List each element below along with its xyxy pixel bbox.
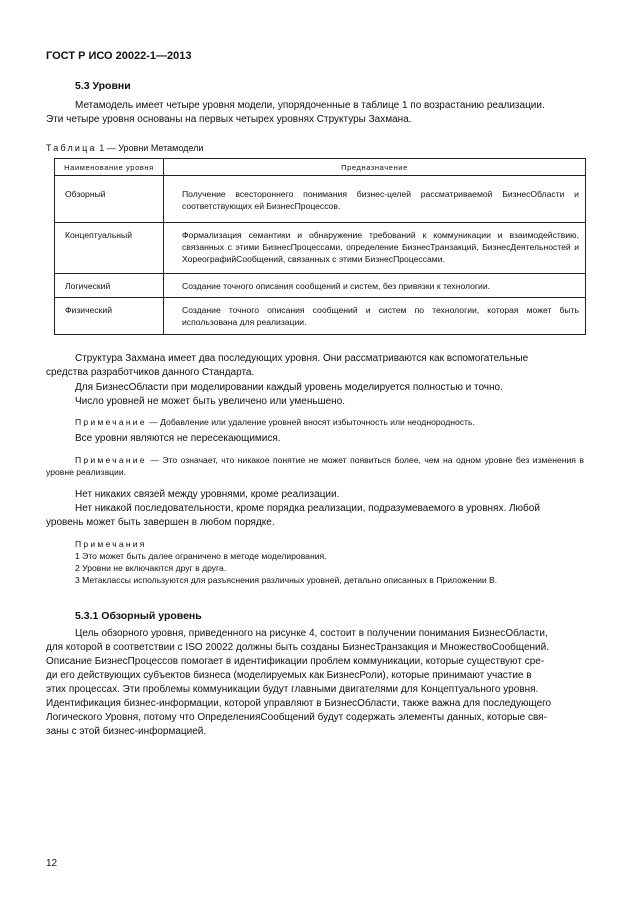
levels-table — [54, 158, 586, 335]
level-purpose-cell: Формализация семантики и обнаружение требований к коммуникации и взаимодействию, связанных с этими БизнесПроцессами, определение БизнесТранзакций, БизнесДеятельностей и ХореографийСообщений, связанных с этими БизнесПроцессами. — [164, 223, 586, 274]
level-purpose-cell: Создание точного описания сообщений и систем по технологии, которая может быть использована для реализации. — [164, 298, 586, 335]
table-caption-text: 1 — Уровни Метамодели — [96, 143, 204, 153]
table-caption-label: Таблица — [46, 143, 97, 153]
paragraph-line: ди его действующих субъектов бизнеса (моделируемых как БизнесРоли), которые принимают участие в — [46, 670, 532, 681]
table-header-row — [55, 159, 586, 176]
paragraph-levels-count — [46, 395, 584, 409]
level-name-cell: Физический — [55, 298, 164, 335]
paragraph-line: заны с этой бизнес-информацией. — [46, 726, 207, 737]
section-heading-5-3-1: 5.3.1 Обзорный уровень — [75, 610, 202, 622]
table-row — [55, 274, 586, 298]
note-item: 1 Это может быть далее ограничено в методе моделирования. — [75, 551, 327, 561]
paragraph-line: Нет никаких связей между уровнями, кроме реализации. — [75, 489, 340, 500]
notes-title: Примечания — [75, 539, 147, 549]
paragraph-line: Для БизнесОбласти при моделировании каждый уровень моделируется полностью и точно. — [75, 382, 503, 393]
note-2 — [46, 454, 584, 478]
table-row — [55, 298, 586, 335]
paragraph-intro — [46, 99, 584, 127]
paragraph-line: Логического Уровня, потому что ОпределенияСообщений будут содержать элементы данных, которые свя- — [46, 712, 547, 723]
paragraph-not-intersecting — [46, 432, 584, 446]
paragraph-line: Метамодель имеет четыре уровня модели, упорядоченные в таблице 1 по возрастанию реализации. — [75, 100, 545, 111]
note-label: Примечание — [75, 417, 147, 427]
note-1 — [46, 416, 584, 428]
table-row — [55, 182, 586, 223]
paragraph-line: Число уровней не может быть увеличено или уменьшено. — [75, 396, 346, 407]
table-row — [55, 223, 586, 274]
note-text: — Это означает, что никакое понятие не может появиться более, чем на одном уровне без изменения в уровне реализации. — [46, 455, 584, 477]
paragraph-line: уровень может быть завершен в любом порядке. — [46, 517, 275, 528]
level-name-cell: Концептуальный — [55, 223, 164, 274]
page-number: 12 — [46, 858, 58, 869]
paragraph-zachman — [46, 352, 584, 380]
column-header-purpose: Предназначение — [164, 159, 586, 176]
paragraph-line: для которой в соответствии с ISO 20022 должны быть созданы БизнесТранзакция и МножествоСообщений. — [46, 642, 550, 653]
note-item: 2 Уровни не включаются друг в друга. — [75, 563, 227, 573]
level-purpose-cell: Получение всестороннего понимания бизнес-целей рассматриваемой БизнесОбласти и соответствующих ей БизнесПроцессов. — [164, 182, 586, 223]
paragraph-no-links — [46, 488, 584, 502]
document-header: ГОСТ Р ИСО 20022-1—2013 — [46, 50, 192, 62]
paragraph-no-sequence — [46, 502, 584, 530]
notes-block — [46, 538, 584, 586]
paragraph-line: Все уровни являются не пересекающимися. — [75, 433, 281, 444]
column-header-level: Наименование уровня — [55, 159, 164, 176]
paragraph-line: Идентификация бизнес-информации, которой управляют в БизнесОбласти, также важна для последующего — [46, 698, 552, 709]
level-purpose-cell: Создание точного описания сообщений и систем, без привязки к технологии. — [164, 274, 586, 298]
paragraph-line: Нет никакой последовательности, кроме порядка реализации, подразумеваемого в уровнях. Любой — [75, 503, 540, 514]
paragraph-line: Цель обзорного уровня, приведенного на рисунке 4, состоит в получении понимания БизнесОбласти, — [75, 628, 548, 639]
paragraph-line: Структура Захмана имеет два последующих уровня. Они рассматриваются как вспомогательные — [75, 353, 529, 364]
paragraph-line: этих процессах. Эти проблемы коммуникации будут главными двигателями для Концептуального уровня. — [46, 684, 539, 695]
level-name-cell: Обзорный — [55, 182, 164, 223]
paragraph-business-area — [46, 381, 584, 395]
paragraph-line: средства разработчиков данного Стандарта. — [46, 367, 255, 378]
paragraph-line: Эти четыре уровня основаны на первых четырех уровнях Структуры Захмана. — [46, 114, 412, 125]
paragraph-line: Описание БизнесПроцессов помогает в идентификации проблем коммуникации, которые существуют сре- — [46, 656, 545, 667]
level-name-cell: Логический — [55, 274, 164, 298]
paragraph-overview-level — [46, 627, 584, 739]
note-item: 3 Метаклассы используются для разъяснения различных уровней, детально описанных в Приложении B. — [75, 575, 498, 585]
table-caption — [46, 143, 203, 153]
note-label: Примечание — [75, 455, 147, 465]
section-heading-5-3: 5.3 Уровни — [75, 80, 131, 92]
note-text: — Добавление или удаление уровней вносят избыточность или неоднородность. — [146, 417, 475, 427]
